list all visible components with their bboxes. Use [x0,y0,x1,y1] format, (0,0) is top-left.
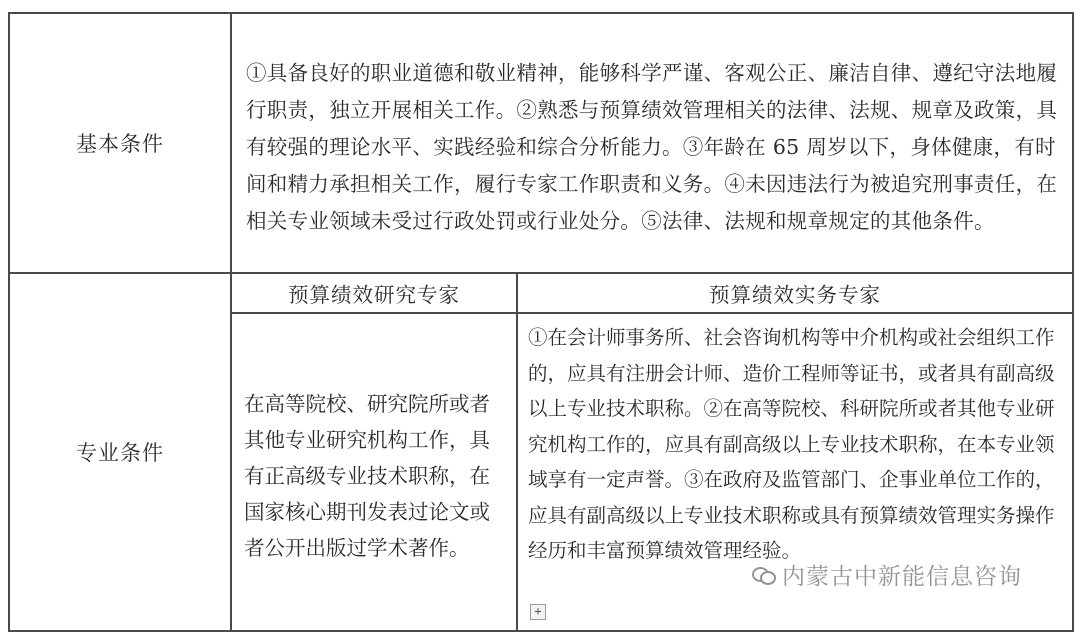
professional-header-row [9,273,1073,313]
basic-conditions-label: 基本条件 [9,13,231,273]
table-move-handle[interactable]: + [530,604,546,620]
practice-expert-header: 预算绩效实务专家 [517,273,1073,313]
research-expert-header: 预算绩效研究专家 [231,273,517,313]
professional-conditions-label: 专业条件 [9,273,231,631]
basic-conditions-row [9,13,1073,273]
watermark [752,558,1022,591]
basic-conditions-content: ①具备良好的职业道德和敬业精神，能够科学严谨、客观公正、廉洁自律、遵纪守法地履行职责，独立开展相关工作。②熟悉与预算绩效管理相关的法律、法规、规章及政策，具有较强的理论水平、实践经验和综合分析能力。③年龄在 65 周岁以下，身体健康，有时间和精力承担相关工作，履行专家工作职责和义务。④未因违法行为被追究刑事责任，在相关专业领域未受过行政处罚或行业处分。⑤法律、法规和规章规定的其他条件。 [231,13,1073,273]
watermark-text: 内蒙古中新能信息咨询 [782,564,1022,590]
practice-expert-content: ①在会计师事务所、社会咨询机构等中介机构或社会组织工作的，应具有注册会计师、造价工程师等证书，或者具有副高级以上专业技术职称。②在高等院校、科研院所或者其他专业研究机构工作的，应具有副高级以上专业技术职称，在本专业领域享有一定声誉。③在政府及监管部门、企事业单位工作的，应具有副高级以上专业技术职称或具有预算绩效管理实务操作经历和丰富预算绩效管理经验。 [517,313,1073,631]
expert-requirements-table [8,12,1074,632]
research-expert-content: 在高等院校、研究院所或者其他专业研究机构工作，具有正高级专业技术职称，在国家核心期刊发表过论文或者公开出版过学术著作。 [231,313,517,631]
wechat-icon [752,565,776,585]
